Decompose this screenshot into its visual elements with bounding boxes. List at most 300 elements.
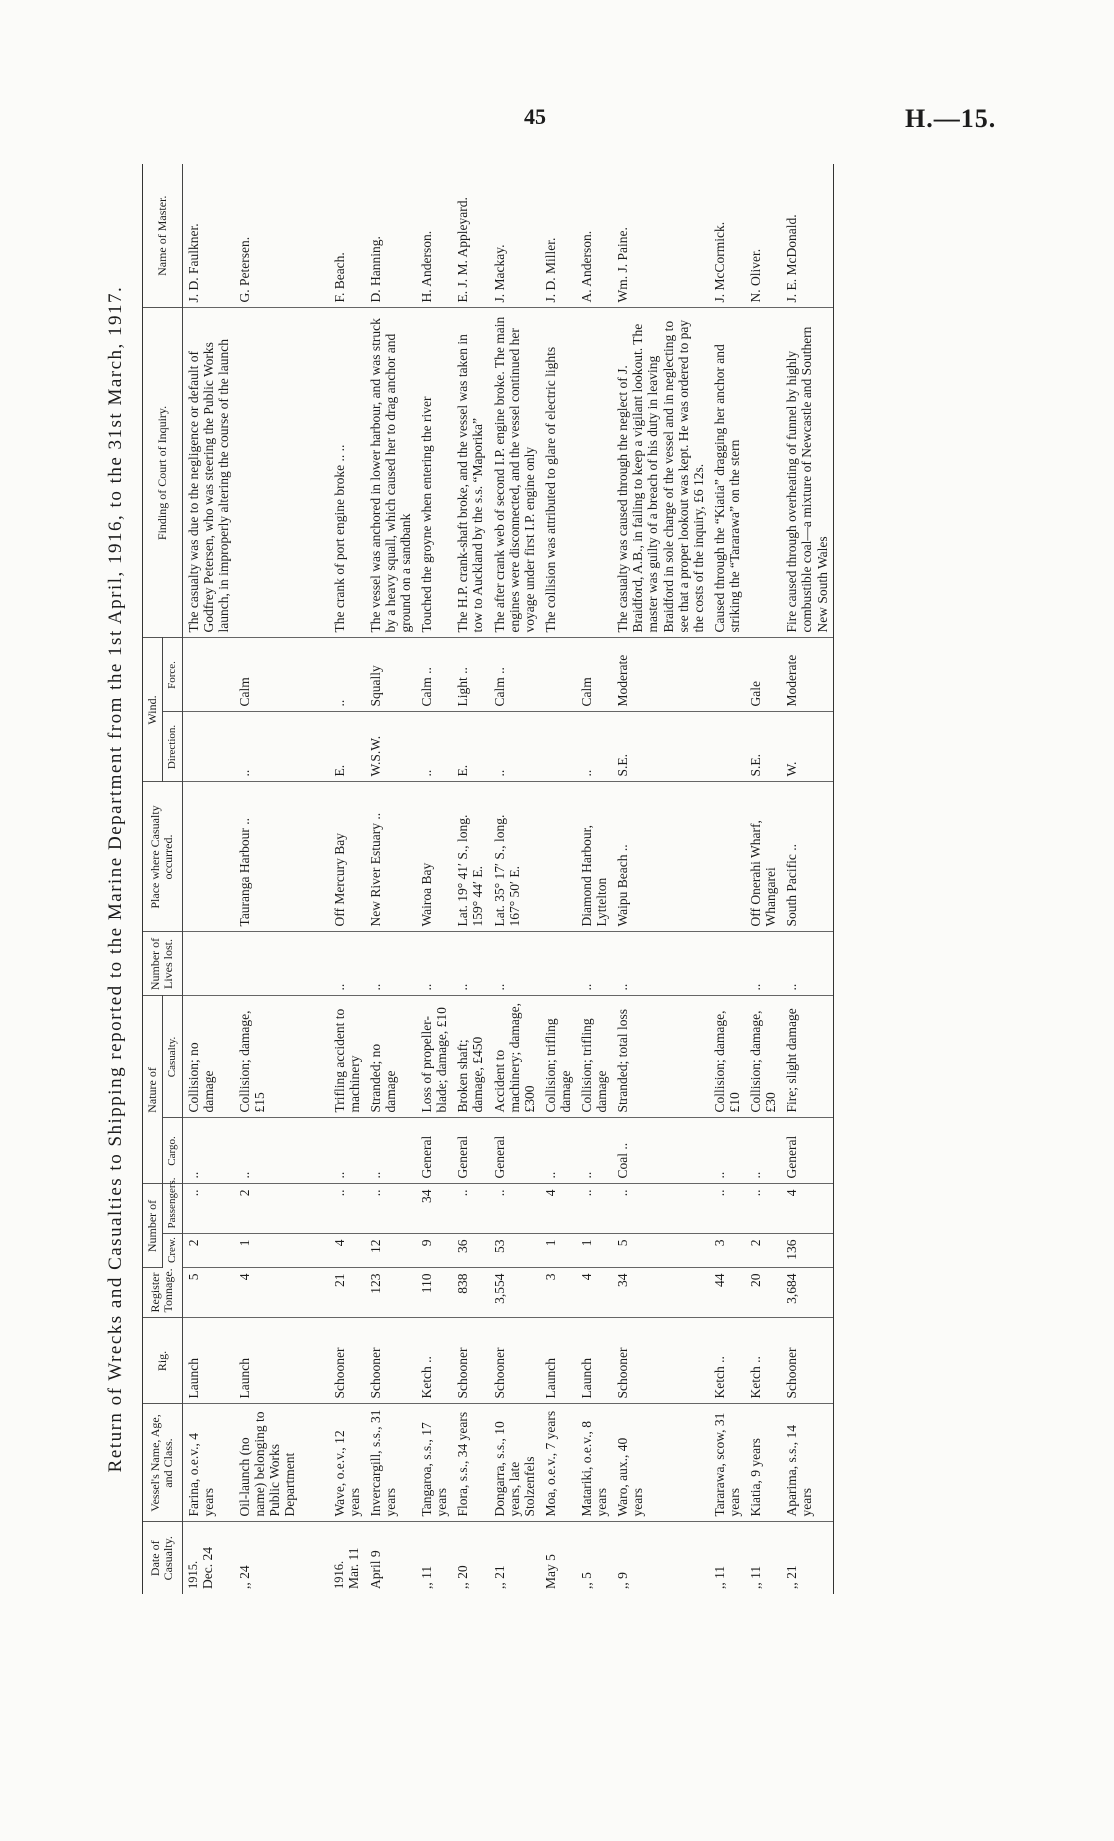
cell-cargo: [576, 1118, 612, 1184]
page-number: 45: [524, 104, 546, 129]
cell-master: [709, 164, 745, 308]
cell-casualty: [301, 996, 329, 1118]
cell-wind-direction-text: E.: [331, 764, 347, 777]
cell-date-text: Mar. 11: [345, 1547, 361, 1589]
cell-finding: [301, 308, 329, 638]
cell-place: [709, 782, 745, 932]
cell-casualty: [781, 996, 833, 1118]
cell-casualty: [234, 996, 300, 1118]
cell-tonnage: [234, 1268, 300, 1318]
cell-place-text: Waipu Beach ..: [615, 844, 631, 927]
cell-crew-text: 1: [237, 1239, 253, 1247]
spacer-row: [301, 164, 329, 1594]
cell-master: [234, 164, 300, 308]
cell-place: [781, 782, 833, 932]
cell-wind-direction-text: ..: [579, 769, 595, 777]
cell-finding-text: Caused through the “Kiatia” dragging her anchor and striking the “Tararawa” on the stern: [711, 344, 743, 633]
cell-place: [576, 782, 612, 932]
cell-date-text: April 9: [367, 1550, 383, 1589]
cell-passengers: [781, 1184, 833, 1234]
cell-master-text: Wm. J. Paine.: [615, 227, 631, 303]
cell-lives-lost: [612, 932, 709, 996]
cell-rig: [781, 1318, 833, 1404]
cell-lives-lost: [329, 932, 365, 996]
header-crew: Crew.: [163, 1234, 182, 1268]
cell-casualty: [709, 996, 745, 1118]
cell-lives-lost-text: ..: [367, 983, 383, 991]
cell-cargo: [540, 1118, 576, 1184]
cell-wind-force: [540, 638, 576, 712]
cell-cargo-text: ..: [579, 1171, 595, 1179]
cell-wind-force-text: Calm: [237, 677, 253, 707]
cell-vessel: [329, 1404, 365, 1522]
cell-rig-text: Ketch ..: [748, 1356, 764, 1399]
cell-place-text: South Pacific ..: [784, 843, 800, 927]
cell-casualty: [329, 996, 365, 1118]
cell-master-text: F. Beach.: [331, 252, 347, 303]
cell-master-text: D. Hanning.: [367, 236, 383, 303]
cell-tonnage-text: 4: [579, 1273, 595, 1281]
cell-tonnage-text: 123: [367, 1273, 383, 1294]
cell-finding-text: The casualty was caused through the neglect of J. Braidford, A.B., in failing to keep a vigilant lookout. The master was guilty of a breach of his duty in leaving Braidford in sole charge of the vessel and in neglecting to see that a proper lookout was kept. He was ordered to pay the costs of the inquiry, £6 12s.: [615, 319, 706, 633]
casualty-returns-table: [142, 164, 834, 1594]
cell-crew: [781, 1234, 833, 1268]
cell-casualty: [365, 996, 416, 1118]
cell-rig: [329, 1318, 365, 1404]
cell-vessel: [745, 1404, 781, 1522]
cell-wind-force-text: Gale: [748, 681, 764, 707]
cell-casualty-text: Collision; no damage: [185, 1042, 216, 1113]
cell-crew: [489, 1234, 540, 1268]
cell-crew: [452, 1234, 488, 1268]
cell-rig-text: Schooner: [367, 1347, 383, 1399]
cell-wind-force: [329, 638, 365, 712]
cell-wind-direction-text: W.: [784, 761, 800, 777]
cell-cargo-text: General: [784, 1135, 800, 1179]
cell-wind-direction: [576, 712, 612, 782]
cell-lives-lost: [452, 932, 488, 996]
cell-crew-text: 1: [579, 1239, 595, 1247]
cell-master-text: J. Mackay.: [491, 244, 507, 303]
cell-place: [234, 782, 300, 932]
cell-date: [745, 1522, 781, 1594]
cell-passengers: [489, 1184, 540, 1234]
cell-wind-force: [612, 638, 709, 712]
cell-passengers-text: ..: [367, 1189, 383, 1197]
cell-finding-text: Fire caused through overheating of funnel by highly combustible coal—a mixture of Newcastle and Southern New South Wales: [784, 326, 830, 633]
cell-master-text: A. Anderson.: [579, 230, 595, 303]
cell-cargo: [781, 1118, 833, 1184]
cell-finding: [452, 308, 488, 638]
cell-casualty-text: Trifling accident to machinery: [331, 1008, 362, 1113]
header-row-top: [143, 164, 163, 1594]
cell-rig-text: Schooner: [784, 1347, 800, 1399]
cell-vessel: [234, 1404, 300, 1522]
cell-passengers: [576, 1184, 612, 1234]
cell-wind-force: [452, 638, 488, 712]
cell-lives-lost: [781, 932, 833, 996]
cell-finding: [745, 308, 781, 638]
cell-wind-direction: [612, 712, 709, 782]
cell-finding: [489, 308, 540, 638]
cell-vessel-text: Flora, s.s., 34 years: [455, 1411, 471, 1517]
cell-lives-lost: [576, 932, 612, 996]
cell-place: [416, 782, 452, 932]
cell-casualty-text: Stranded; total loss: [615, 1008, 631, 1113]
cell-date: [301, 1522, 329, 1594]
table-row: [612, 164, 709, 1594]
cell-rig-text: Launch: [579, 1358, 595, 1399]
cell-wind-direction: [452, 712, 488, 782]
cell-finding-text: The collision was attributed to glare of electric lights: [542, 346, 558, 633]
cell-vessel: [612, 1404, 709, 1522]
header-wind-direction: Direction.: [163, 712, 182, 782]
cell-rig: [182, 1318, 234, 1404]
cell-cargo: [416, 1118, 452, 1184]
cell-master: [301, 164, 329, 308]
header-wind-force: Force.: [163, 638, 182, 712]
table-row: [365, 164, 416, 1594]
cell-finding: [234, 308, 300, 638]
cell-date: [452, 1522, 488, 1594]
cell-lives-lost-text: ..: [579, 983, 595, 991]
cell-date-text: ,, 21: [491, 1565, 507, 1589]
cell-tonnage-text: 20: [748, 1273, 764, 1287]
cell-cargo: [182, 1118, 234, 1184]
cell-wind-force: [301, 638, 329, 712]
cell-wind-force-text: Squally: [367, 665, 383, 707]
cell-wind-direction: [745, 712, 781, 782]
cell-crew-text: 136: [784, 1239, 800, 1260]
cell-crew-text: 4: [331, 1239, 347, 1247]
cell-passengers-text: ..: [711, 1189, 727, 1197]
cell-finding: [182, 308, 234, 638]
cell-wind-force: [489, 638, 540, 712]
cell-tonnage: [489, 1268, 540, 1318]
cell-tonnage-text: 4: [237, 1273, 253, 1281]
cell-date: [234, 1522, 300, 1594]
cell-place: [452, 782, 488, 932]
cell-wind-force-text: Moderate: [615, 654, 631, 707]
cell-master: [416, 164, 452, 308]
cell-tonnage-text: 5: [185, 1273, 201, 1281]
cell-crew: [234, 1234, 300, 1268]
cell-finding-text: The H.P. crank-shaft broke, and the vessel was taken in tow to Auckland by the s.s. “Maporika”: [455, 334, 486, 633]
cell-vessel-text: Waro, aux., 40 years: [615, 1437, 646, 1517]
cell-vessel-text: Matariki, o.e.v., 8 years: [579, 1421, 610, 1517]
table-row: [540, 164, 576, 1594]
cell-tonnage: [709, 1268, 745, 1318]
cell-cargo: [489, 1118, 540, 1184]
cell-master: [781, 164, 833, 308]
cell-passengers-text: ..: [615, 1189, 631, 1197]
header-rig: Rig.: [143, 1318, 183, 1404]
cell-crew-text: 3: [711, 1239, 727, 1247]
cell-cargo: [709, 1118, 745, 1184]
cell-passengers-text: 34: [419, 1189, 435, 1203]
cell-wind-direction: [781, 712, 833, 782]
cell-wind-direction: [301, 712, 329, 782]
cell-vessel: [540, 1404, 576, 1522]
cell-date-text: May 5: [542, 1554, 558, 1589]
cell-date: [612, 1522, 709, 1594]
cell-passengers-text: ..: [748, 1189, 764, 1197]
cell-finding: [781, 308, 833, 638]
cell-rig-text: Launch: [542, 1358, 558, 1399]
cell-rig: [576, 1318, 612, 1404]
table-row: [182, 164, 234, 1594]
cell-finding: [365, 308, 416, 638]
cell-place-text: Off Onerahi Wharf, Whangarei: [748, 820, 779, 927]
cell-passengers-text: 4: [784, 1189, 800, 1197]
cell-crew: [745, 1234, 781, 1268]
cell-tonnage: [182, 1268, 234, 1318]
cell-crew-text: 12: [367, 1239, 383, 1253]
cell-date: [329, 1522, 365, 1594]
table-row: [416, 164, 452, 1594]
cell-cargo-text: ..: [367, 1171, 383, 1179]
cell-casualty-text: Broken shaft; damage, £450: [455, 1036, 486, 1113]
header-passengers: Passengers.: [163, 1184, 182, 1234]
cell-master: [576, 164, 612, 308]
cell-date: [709, 1522, 745, 1594]
cell-master: [489, 164, 540, 308]
cell-lives-lost: [365, 932, 416, 996]
cell-vessel-text: Wave, o.e.v., 12 years: [331, 1430, 362, 1517]
cell-cargo: [329, 1118, 365, 1184]
cell-wind-direction: [709, 712, 745, 782]
cell-tonnage: [452, 1268, 488, 1318]
cell-wind-direction-text: W.S.W.: [367, 735, 383, 777]
cell-rig: [234, 1318, 300, 1404]
header-tonnage: Register Tonnage.: [143, 1268, 183, 1318]
cell-cargo-text: ..: [748, 1171, 764, 1179]
cell-date-text: Dec. 24: [199, 1547, 215, 1589]
table-row: [781, 164, 833, 1594]
cell-casualty-text: Loss of propeller-blade; damage, £10: [419, 1007, 450, 1113]
cell-casualty-text: Collision; damage, £10: [711, 1010, 743, 1113]
cell-tonnage: [329, 1268, 365, 1318]
table-row: [329, 164, 365, 1594]
cell-crew: [576, 1234, 612, 1268]
header-vessel: Vessel's Name, Age, and Class.: [143, 1404, 183, 1522]
cell-finding-text: The casualty was due to the negligence or default of Godfrey Petersen, who was steering the Public Works launch, in improperly altering the course of the launch: [185, 338, 231, 633]
cell-casualty: [576, 996, 612, 1118]
cell-tonnage-text: 110: [419, 1273, 435, 1294]
cell-crew: [301, 1234, 329, 1268]
table-row: [576, 164, 612, 1594]
cell-vessel: [489, 1404, 540, 1522]
cell-wind-direction-text: ..: [237, 769, 253, 777]
cell-date-text: ,, 21: [784, 1565, 800, 1589]
cell-tonnage-text: 21: [331, 1273, 347, 1287]
cell-wind-force-text: Calm ..: [419, 667, 435, 707]
cell-cargo: [301, 1118, 329, 1184]
cell-wind-direction-text: E.: [455, 764, 471, 777]
cell-lives-lost: [301, 932, 329, 996]
cell-finding: [540, 308, 576, 638]
cell-casualty: [540, 996, 576, 1118]
cell-vessel: [365, 1404, 416, 1522]
cell-wind-force: [781, 638, 833, 712]
document-title: Return of Wrecks and Casualties to Shipping reported to the Marine Department from the 1st April, 1916, to the 31st March, 1917.: [105, 285, 126, 1473]
cell-lives-lost: [709, 932, 745, 996]
cell-passengers-text: ..: [455, 1189, 471, 1197]
cell-rig: [540, 1318, 576, 1404]
cell-finding: [576, 308, 612, 638]
cell-crew-text: 1: [542, 1239, 558, 1247]
cell-date: [540, 1522, 576, 1594]
cell-finding-text: Touched the groyne when entering the river: [419, 396, 435, 633]
cell-tonnage: [576, 1268, 612, 1318]
cell-wind-force: [745, 638, 781, 712]
cell-place-text: Wairoa Bay: [419, 862, 435, 927]
cell-master-text: J. D. Miller.: [542, 237, 558, 303]
cell-wind-force-text: Calm ..: [491, 667, 507, 707]
cell-vessel-text: Kiatia, 9 years: [748, 1438, 764, 1517]
cell-wind-force-text: Calm: [579, 677, 595, 707]
cell-lives-lost-text: ..: [491, 983, 507, 991]
cell-rig-text: Ketch ..: [711, 1356, 727, 1399]
cell-rig: [452, 1318, 488, 1404]
header-number-of: Number of: [143, 1184, 163, 1268]
cell-master-text: N. Oliver.: [748, 248, 764, 303]
cell-place: [182, 782, 234, 932]
cell-place: [301, 782, 329, 932]
cell-casualty: [452, 996, 488, 1118]
cell-tonnage-text: 3,684: [784, 1273, 800, 1304]
cell-crew: [416, 1234, 452, 1268]
cell-finding-text: The after crank web of second I.P. engine broke. The main engines were disconnected, and the vessel continued her voyage under first I.P. engine only: [491, 316, 537, 633]
cell-place: [612, 782, 709, 932]
cell-date-text: ,, 5: [579, 1572, 595, 1589]
cell-lives-lost: [416, 932, 452, 996]
cell-finding-text: The vessel was anchored in lower harbour, and was struck by a heavy squall, which caused her to drag anchor and ground on a sandbank: [367, 318, 413, 633]
cell-wind-force: [365, 638, 416, 712]
table-row: [709, 164, 745, 1594]
cell-vessel: [576, 1404, 612, 1522]
cell-place-text: Off Mercury Bay: [331, 833, 347, 927]
cell-passengers: [709, 1184, 745, 1234]
cell-finding-text: The crank of port engine broke .. ..: [331, 444, 347, 633]
cell-wind-direction: [365, 712, 416, 782]
cell-date: [576, 1522, 612, 1594]
cell-wind-direction: [234, 712, 300, 782]
cell-rig-text: Ketch ..: [419, 1356, 435, 1399]
cell-passengers-text: 2: [237, 1189, 253, 1197]
cell-crew-text: 53: [491, 1239, 507, 1253]
table-row: [745, 164, 781, 1594]
document-code: H.—15.: [905, 104, 997, 133]
cell-crew: [182, 1234, 234, 1268]
cell-master-text: J. D. Faulkner.: [185, 223, 201, 303]
cell-crew: [709, 1234, 745, 1268]
cell-place: [540, 782, 576, 932]
cell-lives-lost: [234, 932, 300, 996]
cell-tonnage: [365, 1268, 416, 1318]
cell-wind-direction: [329, 712, 365, 782]
header-finding: Finding of Court of Inquiry.: [143, 308, 183, 638]
cell-tonnage-text: 3: [542, 1273, 558, 1281]
cell-vessel-text: Tararawa, scow, 31 years: [711, 1412, 743, 1517]
cell-finding: [416, 308, 452, 638]
cell-wind-direction-text: S.E.: [615, 753, 631, 777]
cell-casualty: [489, 996, 540, 1118]
header-nature-of: Nature of: [143, 996, 163, 1184]
cell-date-text: ,, 11: [711, 1565, 727, 1589]
cell-finding: [709, 308, 745, 638]
cell-wind-direction-text: S.E.: [748, 753, 764, 777]
cell-lives-lost-text: ..: [748, 983, 764, 991]
cell-tonnage-text: 34: [615, 1273, 631, 1287]
cell-crew-text: 2: [185, 1239, 201, 1247]
cell-tonnage: [301, 1268, 329, 1318]
cell-date-text: ,, 24: [237, 1565, 253, 1589]
cell-lives-lost: [540, 932, 576, 996]
header-cargo: Cargo.: [163, 1118, 182, 1184]
cell-passengers: [301, 1184, 329, 1234]
cell-lives-lost-text: ..: [455, 983, 471, 991]
cell-place-text: Lat. 35° 17′ S., long. 167° 50′ E.: [491, 814, 522, 927]
cell-cargo-text: Coal ..: [615, 1142, 631, 1179]
cell-passengers-text: ..: [579, 1189, 595, 1197]
cell-date: [365, 1522, 416, 1594]
cell-casualty-text: Accident to machinery; damage, £300: [491, 1003, 537, 1113]
cell-casualty: [612, 996, 709, 1118]
header-master: Name of Master.: [143, 164, 183, 308]
cell-cargo: [612, 1118, 709, 1184]
cell-tonnage: [745, 1268, 781, 1318]
cell-cargo-text: ..: [237, 1171, 253, 1179]
cell-wind-force-text: Moderate: [784, 654, 800, 707]
cell-vessel: [416, 1404, 452, 1522]
cell-rig-text: Launch: [237, 1358, 253, 1399]
cell-master-text: G. Petersen.: [237, 236, 253, 303]
cell-date: [182, 1522, 234, 1594]
cell-wind-force-text: ..: [331, 699, 347, 707]
cell-casualty: [416, 996, 452, 1118]
cell-master: [365, 164, 416, 308]
cell-crew-text: 36: [455, 1239, 471, 1253]
cell-passengers-text: ..: [185, 1189, 201, 1197]
cell-wind-force: [182, 638, 234, 712]
cell-crew-text: 2: [748, 1239, 764, 1247]
cell-master: [745, 164, 781, 308]
cell-passengers: [234, 1184, 300, 1234]
cell-rig: [612, 1318, 709, 1404]
cell-vessel-text: Dongarra, s.s., 10 years, late Stolzenfels: [491, 1421, 537, 1517]
cell-tonnage-text: 838: [455, 1273, 471, 1294]
cell-tonnage: [540, 1268, 576, 1318]
cell-date: [416, 1522, 452, 1594]
cell-cargo-text: General: [455, 1135, 471, 1179]
cell-vessel-text: Aparima, s.s., 14 years: [784, 1425, 815, 1517]
cell-cargo-text: ..: [185, 1171, 201, 1179]
cell-wind-direction: [489, 712, 540, 782]
cell-tonnage: [612, 1268, 709, 1318]
cell-cargo-text: ..: [711, 1171, 727, 1179]
cell-cargo-text: ..: [331, 1171, 347, 1179]
cell-casualty-text: Stranded; no damage: [367, 1043, 398, 1113]
cell-crew: [329, 1234, 365, 1268]
cell-rig-text: Schooner: [491, 1347, 507, 1399]
cell-master: [612, 164, 709, 308]
cell-master: [329, 164, 365, 308]
cell-rig-text: Schooner: [615, 1347, 631, 1399]
cell-wind-direction-text: ..: [491, 769, 507, 777]
table-body: [182, 164, 833, 1594]
header-casualty: Casualty.: [163, 996, 182, 1118]
